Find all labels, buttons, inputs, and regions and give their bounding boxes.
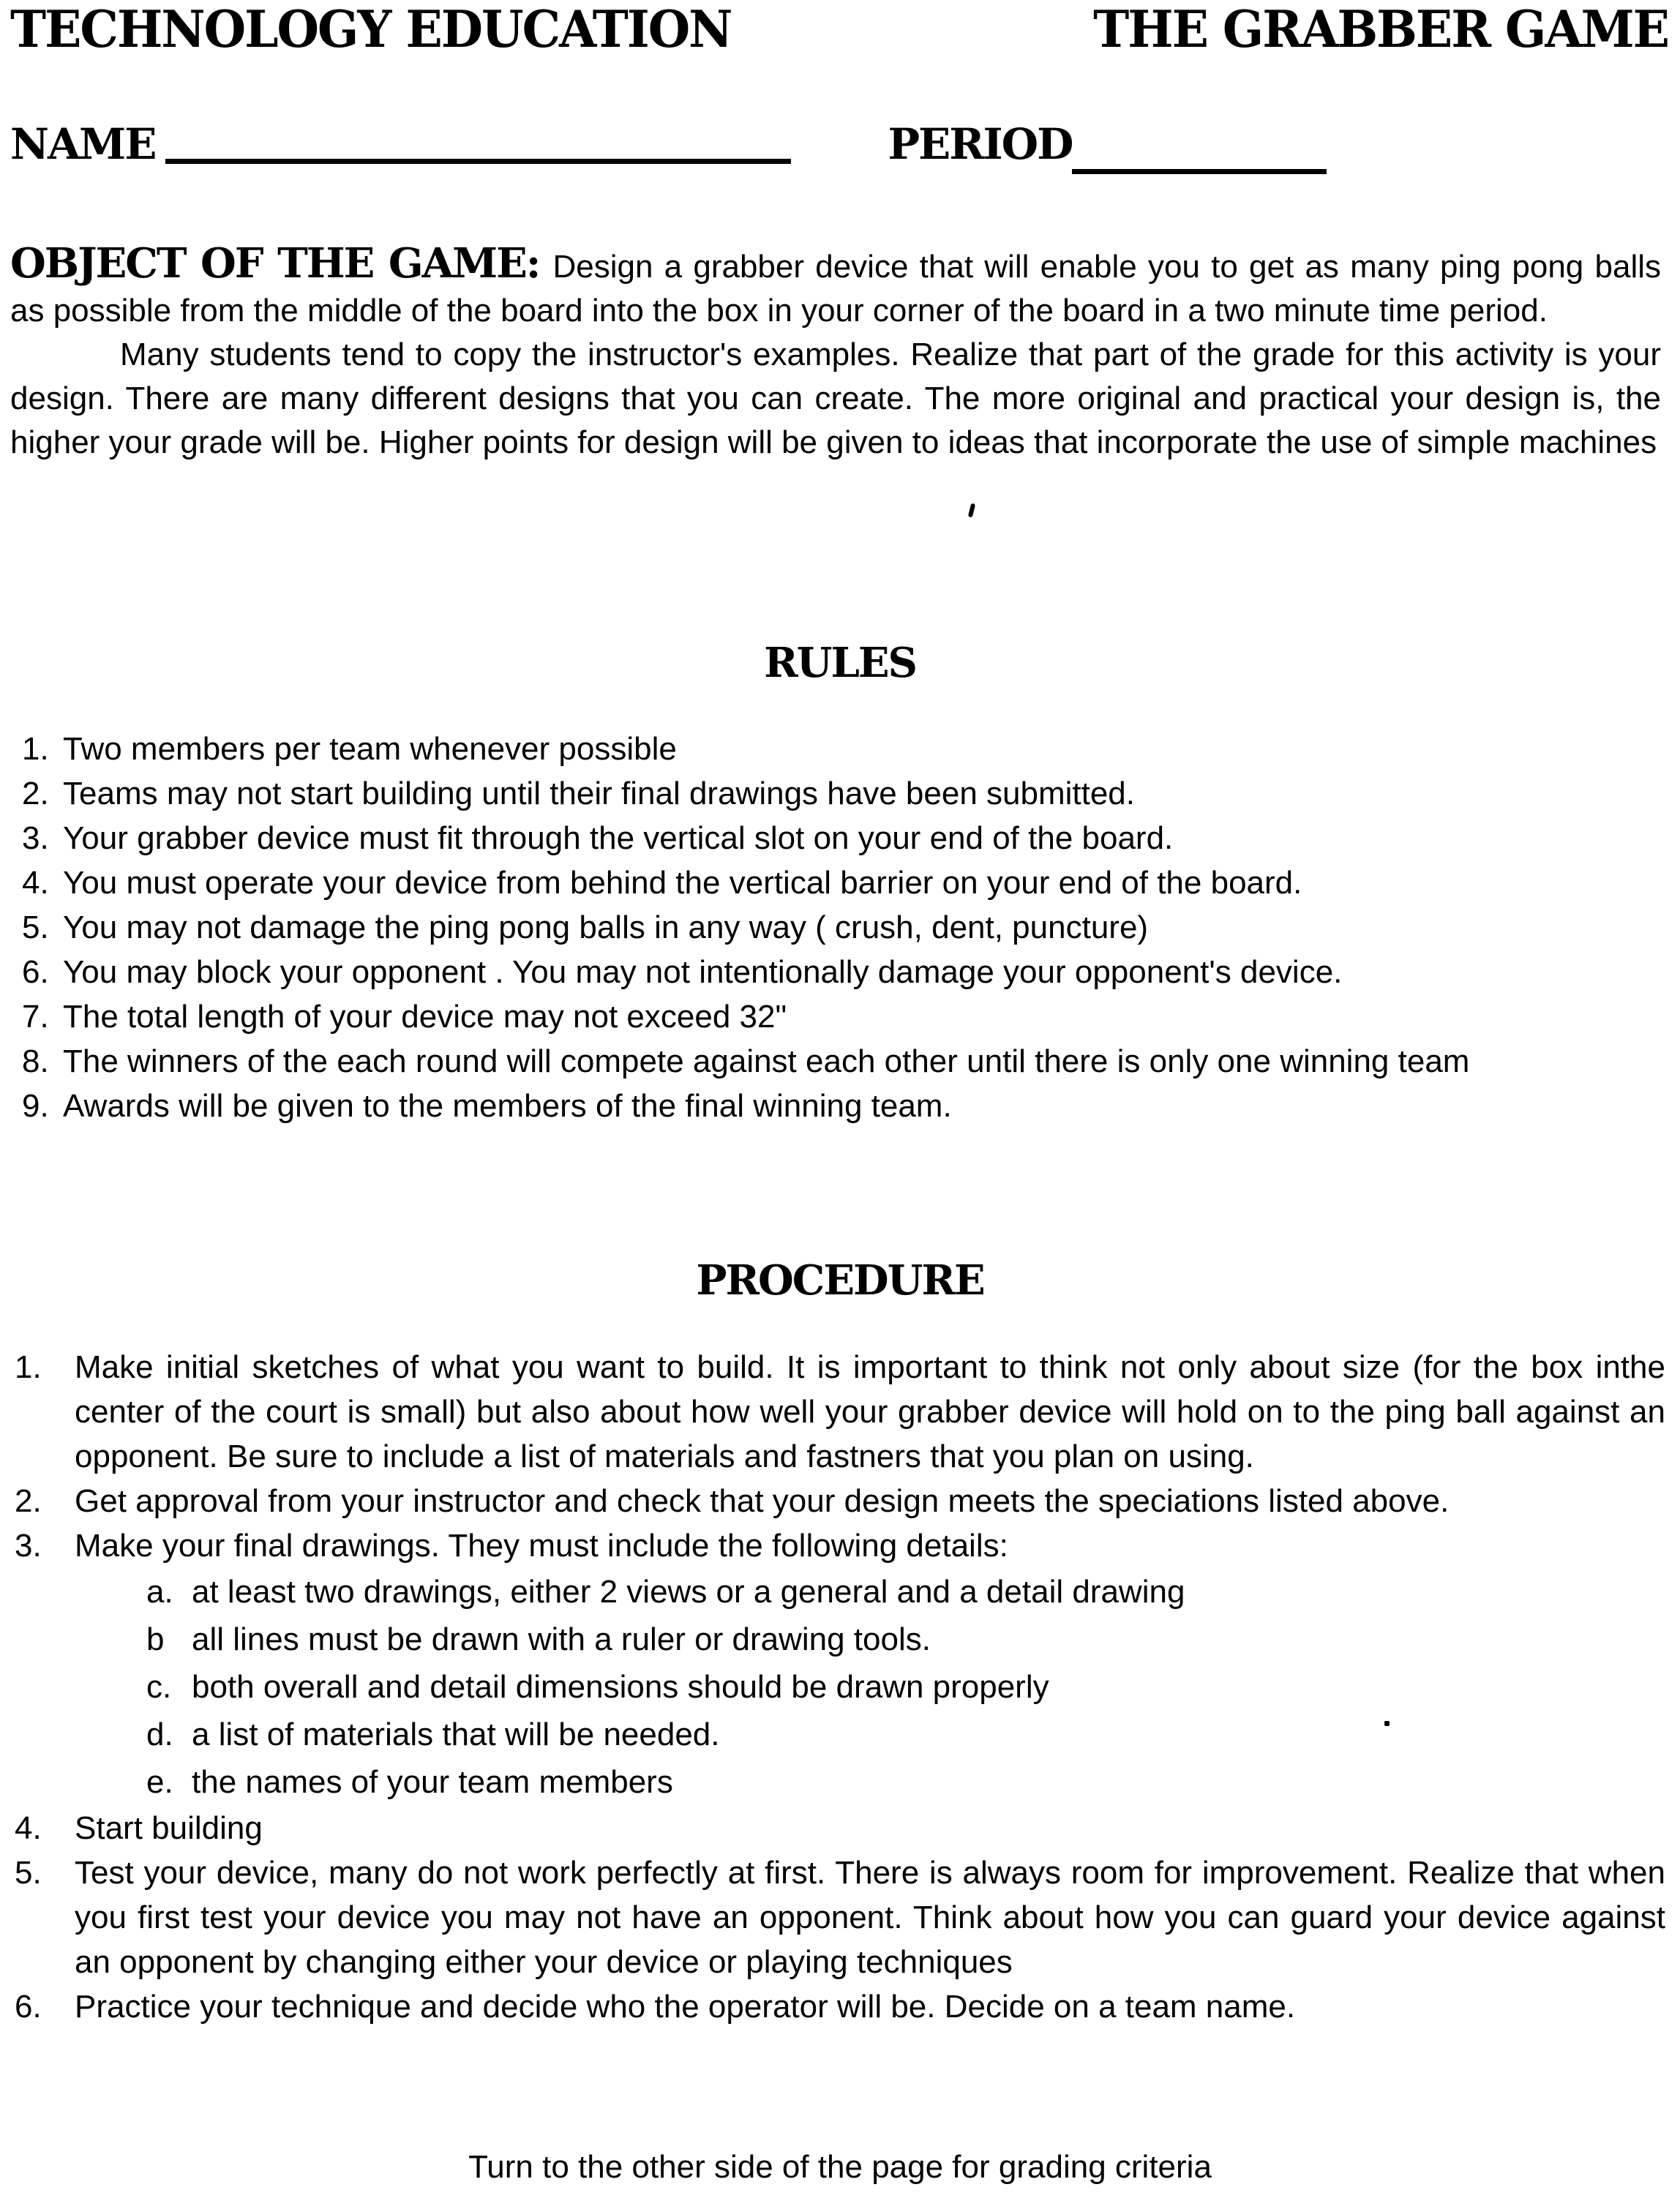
procedure-item	[10, 1984, 1665, 2029]
rule-item	[22, 950, 1655, 994]
rule-item	[22, 860, 1655, 905]
rule-number: 1.	[22, 731, 49, 767]
procedure-text: Make your final drawings. They must include the following details:	[75, 1528, 1008, 1564]
subitem-label: e.	[146, 1764, 173, 1800]
procedure-item	[10, 1850, 1665, 1984]
procedure-text: Test your device, many do not work perfectly at first. There is always room for improvement. Realize that when you first test your device you may not have an opponent. Think about how you can guard your device against an opponent by changing either your device or playing techniques	[75, 1855, 1665, 1980]
rule-text: You may not damage the ping pong balls in any way ( crush, dent, puncture)	[63, 909, 1149, 945]
page-title: THE GRABBER GAME	[1093, 0, 1668, 59]
rule-item	[22, 771, 1655, 816]
rule-text: Teams may not start building until their final drawings have been submitted.	[63, 776, 1135, 811]
rule-number: 4.	[22, 865, 49, 901]
procedure-number: 4.	[15, 1810, 42, 1846]
stray-mark	[968, 503, 975, 518]
rule-item	[22, 994, 1655, 1039]
rules-heading: RULES	[764, 639, 916, 687]
rules-list	[22, 727, 1655, 1128]
object-paragraph-1-text: Design a grabber device that will enable you to get as many ping pong balls as possible from the middle of the board into the box in your corner of the board in a two minute time period.	[10, 249, 1661, 329]
procedure-text: Practice your technique and decide who the operator will be. Decide on a team name.	[75, 1989, 1296, 2025]
rule-number: 3.	[22, 820, 49, 856]
procedure-subitem	[146, 1663, 1665, 1711]
rule-text: You must operate your device from behind the vertical barrier on your end of the board.	[63, 865, 1302, 901]
object-of-the-game-section	[10, 241, 1661, 465]
rule-item	[22, 727, 1655, 771]
stray-mark	[1384, 1721, 1390, 1726]
page-header	[10, 0, 1668, 59]
period-blank-line	[1072, 169, 1327, 174]
procedure-number: 6.	[15, 1989, 42, 2025]
rule-number: 9.	[22, 1088, 49, 1124]
rule-text: Two members per team whenever possible	[63, 731, 677, 767]
procedure-subitem	[146, 1568, 1665, 1616]
subitem-label: b	[146, 1621, 165, 1657]
procedure-text: Get approval from your instructor and check that your design meets the speciations listed above.	[75, 1483, 1450, 1519]
object-paragraph-2: Many students tend to copy the instructor's examples. Realize that part of the grade for this activity is your design. There are many different designs that you can create. The more original and practical your design is, the higher your grade will be. Higher points for design will be given to ideas that incorporate the use of simple machines	[10, 337, 1661, 460]
rule-item	[22, 905, 1655, 950]
procedure-item	[10, 1479, 1665, 1523]
procedure-item	[10, 1523, 1665, 1806]
procedure-heading: PROCEDURE	[696, 1256, 984, 1305]
object-paragraph-1	[10, 241, 1661, 333]
rule-number: 6.	[22, 954, 49, 990]
procedure-list	[10, 1345, 1665, 2029]
procedure-item	[10, 1345, 1665, 1479]
rule-text: The winners of the each round will compete against each other until there is only one winning team	[63, 1043, 1470, 1079]
subitem-text: both overall and detail dimensions should be drawn properly	[192, 1669, 1049, 1705]
procedure-text: Start building	[75, 1810, 263, 1846]
rule-item	[22, 816, 1655, 860]
subitem-label: a.	[146, 1574, 173, 1610]
subitem-label: d.	[146, 1717, 173, 1752]
rule-text: The total length of your device may not exceed 32"	[63, 999, 787, 1035]
rule-item	[22, 1084, 1655, 1128]
procedure-subitem	[146, 1711, 1665, 1758]
rule-number: 8.	[22, 1043, 49, 1079]
rule-text: You may block your opponent . You may not intentionally damage your opponent's device.	[63, 954, 1343, 990]
rule-number: 2.	[22, 776, 49, 811]
rule-text: Awards will be given to the members of the final winning team.	[63, 1088, 952, 1124]
footer-note: Turn to the other side of the page for grading criteria	[468, 2149, 1212, 2185]
rule-item	[22, 1039, 1655, 1084]
subitem-text: at least two drawings, either 2 views or a general and a detail drawing	[192, 1574, 1185, 1610]
rule-number: 7.	[22, 999, 49, 1035]
subitem-text: the names of your team members	[192, 1764, 673, 1800]
name-period-row	[10, 107, 1680, 170]
course-title: TECHNOLOGY EDUCATION	[10, 0, 732, 59]
rule-number: 5.	[22, 909, 49, 945]
procedure-number: 1.	[15, 1349, 42, 1385]
procedure-number: 5.	[15, 1855, 42, 1891]
subitem-text: a list of materials that will be needed.	[192, 1717, 720, 1752]
object-heading: OBJECT OF THE GAME:	[10, 239, 540, 288]
name-label: NAME	[10, 119, 156, 169]
procedure-item	[10, 1806, 1665, 1850]
name-blank-line	[165, 159, 791, 164]
procedure-subitem	[146, 1758, 1665, 1806]
subitem-label: c.	[146, 1669, 172, 1705]
period-label: PERIOD	[888, 119, 1073, 169]
procedure-text: Make initial sketches of what you want to build. It is important to think not only about size (for the box inthe center of the court is small) but also about how well your grabber device will hold on to the ping ball against an opponent. Be sure to include a list of materials and fastners that you plan on using.	[75, 1349, 1665, 1474]
rule-text: Your grabber device must fit through the vertical slot on your end of the board.	[63, 820, 1174, 856]
subitem-text: all lines must be drawn with a ruler or drawing tools.	[192, 1621, 931, 1657]
procedure-subitem	[146, 1616, 1665, 1663]
procedure-number: 2.	[15, 1483, 42, 1519]
procedure-number: 3.	[15, 1528, 42, 1564]
